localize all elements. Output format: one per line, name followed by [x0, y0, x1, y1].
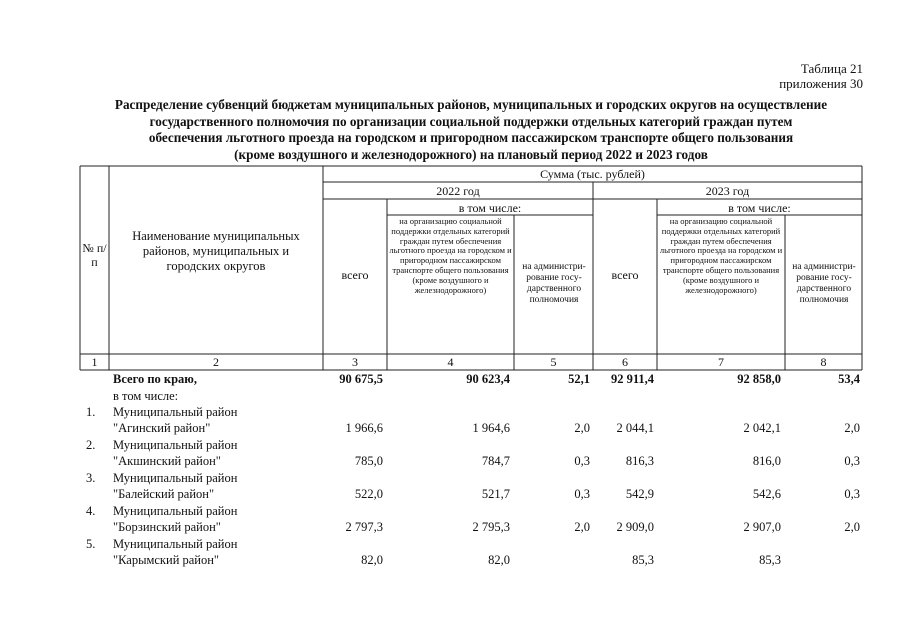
header-including-2023: в том числе: [728, 201, 791, 215]
row-number: 1. [86, 405, 96, 419]
row-value: 85,3 [632, 553, 654, 567]
header-sum: Сумма (тыс. рублей) [540, 167, 645, 181]
header-total-2023: всего [611, 268, 639, 282]
totals-value: 53,4 [838, 372, 860, 386]
row-value: 0,3 [844, 487, 860, 501]
row-name-line2: "Агинский район" [113, 421, 211, 435]
row-value: 784,7 [481, 454, 510, 468]
row-name-line2: "Борзинский район" [113, 520, 221, 534]
row-value: 0,3 [574, 487, 590, 501]
row-value: 2 797,3 [345, 520, 383, 534]
row-value: 0,3 [844, 454, 860, 468]
header-admin-2022: на администри-рование госу-дарственного полномочия [522, 262, 586, 305]
row-value: 542,9 [625, 487, 654, 501]
row-number: 4. [86, 504, 96, 518]
row-name-line1: Муниципальный район [113, 504, 238, 518]
totals-value: 92 858,0 [737, 372, 781, 386]
row-name-line2: "Балейский район" [113, 487, 215, 501]
header-social-2023: на организацию социальной поддержки отдельных категорий граждан путем обеспечения льготного проезда на городском и пригородном пассажирском транспорте общего пользования (кроме воздушного и железнодорожного) [659, 216, 783, 295]
row-number: 2. [86, 438, 96, 452]
col-number: 4 [447, 355, 454, 369]
col-number: 7 [718, 355, 724, 369]
row-value: 82,0 [361, 553, 383, 567]
header-year-2022: 2022 год [436, 184, 480, 198]
row-number: 3. [86, 471, 96, 485]
totals-value: 90 675,5 [339, 372, 383, 386]
row-value: 2,0 [574, 421, 590, 435]
header-social-2022: на организацию социальной поддержки отдельных категорий граждан путем обеспечения льготного проезда на городском и пригородном пассажирском транспорте общего пользования (кроме воздушного и железнодорожного) [389, 216, 512, 295]
header-including-2022: в том числе: [458, 201, 522, 215]
header-total-2022: всего [341, 268, 369, 282]
row-value: 82,0 [488, 553, 510, 567]
col-number: 8 [820, 355, 827, 369]
col-number: 1 [91, 355, 98, 369]
row-value: 85,3 [759, 553, 781, 567]
row-name-line1: Муниципальный район [113, 405, 238, 419]
row-value: 2 042,1 [743, 421, 781, 435]
header-name: Наименование муниципальных районов, муниципальных и городских округов [132, 229, 300, 273]
row-name-line1: Муниципальный район [113, 438, 238, 452]
table-number: Таблица 21 [800, 61, 863, 76]
title-line: (кроме воздушного и железнодорожного) на плановый период 2022 и 2023 годов [234, 146, 708, 162]
row-value: 2 907,0 [743, 520, 781, 534]
title-line: государственного полномочия по организации социальной поддержки отдельных категорий граждан путем [149, 113, 793, 129]
row-value: 2,0 [844, 520, 860, 534]
row-value: 785,0 [354, 454, 383, 468]
header-year-2023: 2023 год [705, 184, 750, 198]
row-value: 1 964,6 [472, 421, 510, 435]
totals-value: 52,1 [568, 372, 590, 386]
row-name-line1: Муниципальный район [113, 471, 238, 485]
totals-value: 92 911,4 [610, 372, 654, 386]
totals-sublabel: в том числе: [113, 389, 179, 403]
row-number: 5. [86, 537, 96, 551]
totals-value: 90 623,4 [466, 372, 510, 386]
row-value: 2 795,3 [472, 520, 510, 534]
col-number: 3 [352, 355, 358, 369]
annex-number: приложения 30 [779, 76, 863, 91]
title-line: обеспечения льготного проезда на городском и пригородном пассажирском транспорте общего пользования [148, 130, 794, 145]
col-number: 5 [550, 355, 557, 369]
row-value: 521,7 [481, 487, 510, 501]
row-value: 2,0 [844, 421, 860, 435]
totals-label: Всего по краю, [113, 372, 197, 386]
col-number: 2 [213, 355, 219, 369]
title-line: Распределение субвенций бюджетам муниципальных районов, муниципальных и городских округов на осуществление [114, 97, 828, 112]
row-name-line2: "Акшинский район" [113, 454, 221, 468]
row-value: 2 044,1 [616, 421, 654, 435]
header-num: № п/п [82, 241, 107, 269]
row-name-line2: "Карымский район" [113, 553, 220, 567]
row-value: 522,0 [354, 487, 383, 501]
row-value: 2 909,0 [616, 520, 654, 534]
col-number: 6 [622, 355, 628, 369]
row-value: 816,0 [752, 454, 781, 468]
row-value: 816,3 [625, 454, 654, 468]
row-value: 2,0 [574, 520, 590, 534]
header-admin-2023: на администри-рование госу-дарственного полномочия [792, 262, 856, 305]
row-value: 542,6 [752, 487, 781, 501]
row-value: 1 966,6 [345, 421, 383, 435]
row-value: 0,3 [574, 454, 590, 468]
row-name-line1: Муниципальный район [113, 537, 238, 551]
